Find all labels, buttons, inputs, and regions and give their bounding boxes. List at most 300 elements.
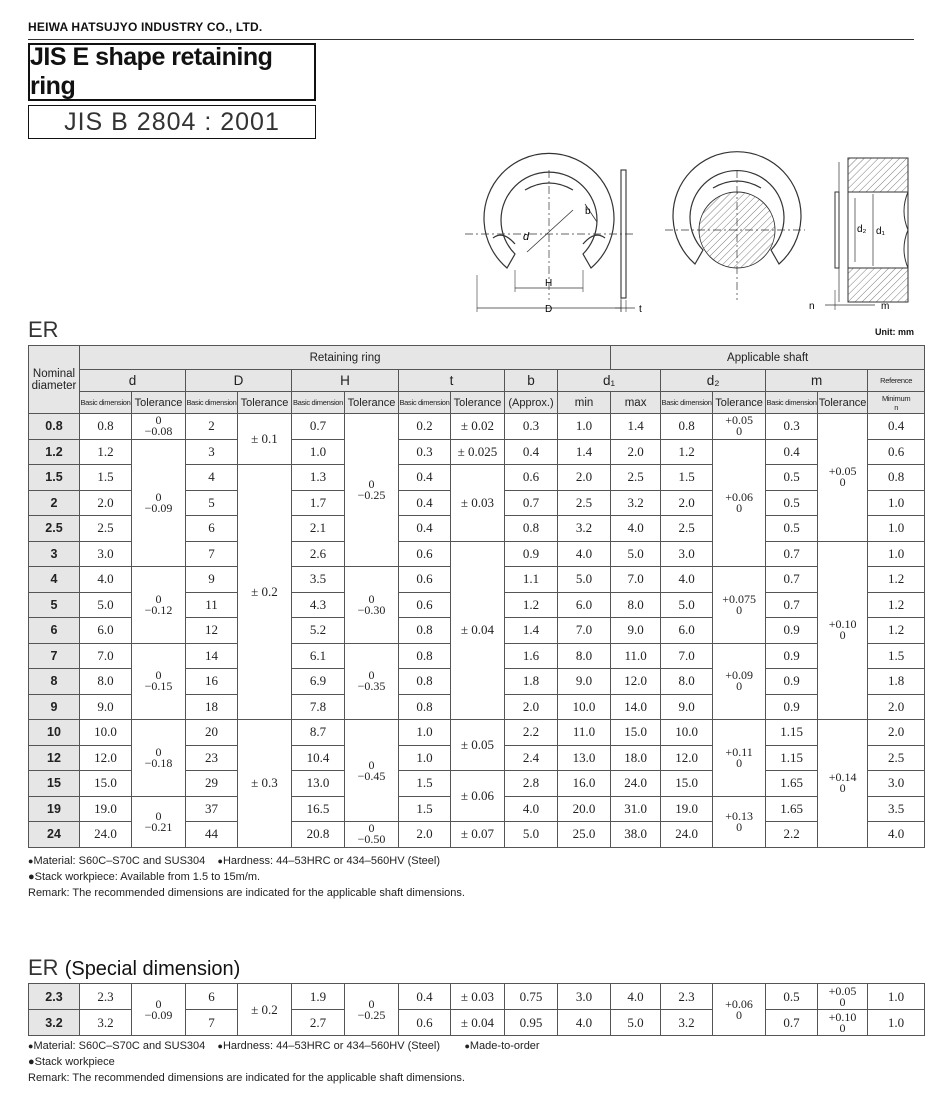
m-tolerance [818,984,868,1010]
tolerance-lower: −0.21 [144,819,173,834]
H-basic: 16.5 [292,796,345,822]
tolerance-stack [358,823,386,845]
m-basic: 2.2 [766,822,818,848]
table-row [29,414,925,440]
header-d2: d₂ [661,370,766,392]
tolerance-lower: 0 [736,1007,742,1022]
D-tolerance: ± 0.2 [238,984,292,1036]
d2-basic: 3.2 [661,1010,713,1036]
m-basic: 0.5 [766,516,818,542]
tolerance-stack [144,489,173,515]
b-approx: 2.4 [505,745,558,771]
m-basic: 0.5 [766,490,818,516]
tolerance-lower: 0 [839,475,846,490]
sp-note-line-1: ●Material: S60C–S70C and SUS304 ●Hardness: 44–53HRC or 434–560HV (Steel) ●Made-to-order [28,1040,540,1052]
t-tolerance: ± 0.05 [451,720,505,771]
H-basic: 1.7 [292,490,345,516]
header-basic-D: Basic dimension [186,392,238,414]
d-tolerance [132,796,186,847]
nominal-diameter: 19 [29,796,80,822]
er-note-line-1: ●Material: S60C–S70C and SUS304 ●Hardness: 44–53HRC or 434–560HV (Steel) [28,855,440,867]
d1-max: 5.0 [611,1010,661,1036]
tolerance-upper: 0 [155,996,162,1011]
header-d1-max: max [611,392,661,414]
d1-max: 7.0 [611,567,661,593]
er-special-title [28,955,240,981]
t-basic: 0.4 [399,984,451,1010]
note-material: Material: S60C–S70C and SUS304 [33,855,206,867]
tolerance-upper: +0.06 [725,489,753,504]
D-basic: 9 [186,567,238,593]
t-basic: 0.4 [399,465,451,491]
t-basic: 0.4 [399,516,451,542]
d-basic: 15.0 [80,771,132,797]
H-basic: 2.6 [292,541,345,567]
t-tolerance: ± 0.03 [451,984,505,1010]
tolerance-stack [145,670,173,692]
b-approx: 0.7 [505,490,558,516]
d-basic: 0.8 [80,414,132,440]
t-basic: 0.6 [399,592,451,618]
H-basic: 8.7 [292,720,345,746]
d2-tolerance [713,439,766,567]
n-minimum: 2.0 [868,720,925,746]
tolerance-lower: 0 [736,602,743,617]
t-tolerance: ± 0.03 [451,465,505,542]
header-basic-H: Basic dimension [292,392,345,414]
m-basic: 0.7 [766,567,818,593]
b-approx: 0.9 [505,541,558,567]
d1-min: 7.0 [558,618,611,644]
d1-max: 14.0 [611,694,661,720]
tolerance-lower: −0.50 [357,832,386,847]
d2-basic: 5.0 [661,592,713,618]
tolerance-stack [828,1009,857,1035]
D-basic: 20 [186,720,238,746]
tolerance-lower: 0 [736,755,743,770]
t-basic: 0.4 [399,490,451,516]
tolerance-lower: 0 [736,679,743,694]
header-b: b [505,370,558,392]
header-m: m [766,370,868,392]
header-nominal: Nominal diameter [29,346,80,414]
D-tolerance: ± 0.2 [238,465,292,720]
b-approx: 1.8 [505,669,558,695]
tolerance-upper: +0.13 [725,808,753,823]
n-minimum: 1.8 [868,669,925,695]
tolerance-upper: 0 [155,413,162,428]
d-basic: 4.0 [80,567,132,593]
D-basic: 5 [186,490,238,516]
title-box [28,43,316,101]
m-basic: 0.9 [766,643,818,669]
tolerance-stack [144,996,173,1022]
sp-note-remark: Remark: The recommended dimensions are indicated for the applicable shaft dimensions. [28,1072,465,1084]
t-tolerance: ± 0.02 [451,414,505,440]
er-notes [28,853,465,901]
m-tolerance [818,414,868,542]
t-tolerance: ± 0.04 [451,541,505,720]
D-tolerance: ± 0.3 [238,720,292,848]
tolerance-stack [144,744,173,770]
d2-tolerance [713,414,766,440]
t-basic: 0.8 [399,694,451,720]
D-basic: 6 [186,516,238,542]
label-d: d [523,231,530,243]
t-basic: 1.5 [399,796,451,822]
t-basic: 0.8 [399,643,451,669]
er-table-body [29,414,925,848]
D-basic: 44 [186,822,238,848]
nominal-diameter: 6 [29,618,80,644]
m-basic: 1.65 [766,771,818,797]
sp-note-stack: Stack workpiece [34,1056,115,1068]
tolerance-upper: 0 [368,996,375,1011]
d2-basic: 10.0 [661,720,713,746]
D-basic: 18 [186,694,238,720]
m-basic: 1.15 [766,745,818,771]
nominal-diameter: 15 [29,771,80,797]
d1-min: 20.0 [558,796,611,822]
nominal-diameter: 3 [29,541,80,567]
d1-min: 16.0 [558,771,611,797]
tolerance-stack [725,415,753,437]
m-basic: 0.9 [766,694,818,720]
d2-tolerance [713,796,766,847]
H-basic: 1.3 [292,465,345,491]
er-special-subtitle: (Special dimension) [64,958,241,980]
m-basic: 0.3 [766,414,818,440]
tolerance-lower: 0 [736,819,743,834]
label-D: D [545,304,553,315]
d1-max: 18.0 [611,745,661,771]
H-basic: 0.7 [292,414,345,440]
b-approx: 2.0 [505,694,558,720]
header-basic-d: Basic dimension [80,392,132,414]
d2-basic: 9.0 [661,694,713,720]
note-remark: Remark: The recommended dimensions are indicated for the applicable shaft dimensions. [28,887,465,899]
n-minimum: 0.4 [868,414,925,440]
m-tolerance [818,541,868,720]
sp-note-hardness: Hardness: 44–53HRC or 434–560HV (Steel) [222,1040,440,1052]
tolerance-lower: 0 [839,1020,846,1035]
d1-min: 11.0 [558,720,611,746]
d1-max: 3.2 [611,490,661,516]
tolerance-upper: +0.05 [725,413,753,428]
D-basic: 16 [186,669,238,695]
tolerance-stack [144,808,173,834]
header-tol-H: Tolerance [345,392,399,414]
D-basic: 37 [186,796,238,822]
d1-min: 1.0 [558,414,611,440]
n-minimum: 3.5 [868,796,925,822]
H-basic: 4.3 [292,592,345,618]
tolerance-upper: 0 [368,668,375,683]
tolerance-upper: 0 [155,489,162,504]
b-approx: 1.2 [505,592,558,618]
nominal-diameter: 2.3 [29,984,80,1010]
nominal-diameter: 2.5 [29,516,80,542]
D-basic: 29 [186,771,238,797]
header-basic-d2: Basic dimension [661,392,713,414]
d-basic: 2.5 [80,516,132,542]
H-basic: 5.2 [292,618,345,644]
unit-label: Unit: mm [875,327,914,337]
d2-basic: 8.0 [661,669,713,695]
tolerance-upper: +0.05 [828,983,857,998]
table-row [29,439,925,465]
n-minimum: 0.6 [868,439,925,465]
d1-min: 4.0 [558,541,611,567]
d-basic: 3.2 [80,1010,132,1036]
header-tol-t: Tolerance [451,392,505,414]
m-basic: 0.5 [766,984,818,1010]
tolerance-stack [358,479,386,501]
header-d1: d₁ [558,370,661,392]
tolerance-stack [725,996,753,1022]
m-basic: 0.9 [766,618,818,644]
D-basic: 2 [186,414,238,440]
n-minimum: 3.0 [868,771,925,797]
d1-max: 15.0 [611,720,661,746]
d1-max: 4.0 [611,516,661,542]
H-tolerance [345,984,399,1036]
d2-basic: 1.5 [661,465,713,491]
tolerance-upper: 0 [155,744,162,759]
tolerance-stack [358,670,386,692]
m-basic: 0.5 [766,465,818,491]
tolerance-stack [357,757,386,783]
d-basic: 8.0 [80,669,132,695]
D-basic: 7 [186,541,238,567]
m-basic: 1.65 [766,796,818,822]
ring-diagram [455,150,915,320]
header-tol-d2: Tolerance [713,392,766,414]
er-special-table-body [29,984,925,1036]
m-basic: 0.9 [766,669,818,695]
label-d1: d₁ [876,226,885,237]
header-basic-t: Basic dimension [399,392,451,414]
d-basic: 1.5 [80,465,132,491]
tolerance-upper: 0 [368,821,375,836]
header-minimum: Minimum [881,393,911,403]
header-D: D [186,370,292,392]
tolerance-lower: −0.09 [144,1007,173,1022]
n-minimum: 1.2 [868,567,925,593]
tolerance-upper: 0 [155,808,162,823]
tolerance-lower: −0.35 [357,679,386,694]
H-basic: 6.1 [292,643,345,669]
d2-tolerance [713,567,766,644]
label-t: t [639,304,642,315]
t-tolerance: ± 0.04 [451,1010,505,1036]
d2-basic: 6.0 [661,618,713,644]
d-basic: 2.3 [80,984,132,1010]
ring-on-shaft-view [665,152,805,300]
nominal-diameter: 0.8 [29,414,80,440]
tolerance-lower: −0.09 [144,500,173,515]
tolerance-lower: 0 [736,424,743,439]
d-basic: 19.0 [80,796,132,822]
tolerance-upper: 0 [155,591,162,606]
d2-basic: 24.0 [661,822,713,848]
D-tolerance: ± 0.1 [238,414,292,465]
tolerance-stack [144,591,173,617]
nominal-diameter: 12 [29,745,80,771]
tolerance-stack [725,670,753,692]
b-approx: 0.4 [505,439,558,465]
header-minimum-n [868,392,925,414]
m-basic: 0.7 [766,1010,818,1036]
label-b: b [585,206,591,217]
d-tolerance [132,643,186,720]
header-tol-d: Tolerance [132,392,186,414]
d1-max: 8.0 [611,592,661,618]
header-n: n [894,402,899,412]
nominal-diameter: 24 [29,822,80,848]
er-special-table [28,983,925,1036]
n-minimum: 1.0 [868,541,925,567]
er-section-title: ER [28,317,59,342]
header-t: t [399,370,505,392]
nominal-diameter: 10 [29,720,80,746]
b-approx: 1.6 [505,643,558,669]
t-basic: 0.2 [399,414,451,440]
tolerance-stack [725,808,753,834]
note-stack: Stack workpiece: Available from 1.5 to 15m/m. [34,871,261,883]
d1-max: 2.5 [611,465,661,491]
d2-basic: 2.5 [661,516,713,542]
tolerance-upper: +0.06 [725,996,753,1011]
tolerance-lower: 0 [839,628,846,643]
b-approx: 0.75 [505,984,558,1010]
m-basic: 0.7 [766,541,818,567]
header-tol-D: Tolerance [238,392,292,414]
table-row [29,984,925,1010]
er-special-title-main: ER [28,955,59,980]
nominal-diameter: 4 [29,567,80,593]
D-basic: 12 [186,618,238,644]
d2-basic: 15.0 [661,771,713,797]
tolerance-stack [357,996,386,1022]
d1-min: 5.0 [558,567,611,593]
t-basic: 1.0 [399,745,451,771]
t-tolerance: ± 0.07 [451,822,505,848]
shaft-section-view [825,158,908,310]
sp-note-material: Material: S60C–S70C and SUS304 [33,1040,206,1052]
d1-max: 31.0 [611,796,661,822]
d2-basic: 2.3 [661,984,713,1010]
d-tolerance [132,414,186,440]
note-hardness: Hardness: 44–53HRC or 434–560HV (Steel) [222,855,440,867]
d2-tolerance [713,720,766,797]
H-basic: 1.9 [292,984,345,1010]
m-basic: 0.4 [766,439,818,465]
D-basic: 23 [186,745,238,771]
d2-basic: 7.0 [661,643,713,669]
H-tolerance [345,414,399,567]
b-approx: 0.95 [505,1010,558,1036]
D-basic: 4 [186,465,238,491]
d1-max: 12.0 [611,669,661,695]
m-basic: 1.15 [766,720,818,746]
D-basic: 11 [186,592,238,618]
company-name: HEIWA HATSUJYO INDUSTRY CO., LTD. [28,20,263,34]
d1-min: 9.0 [558,669,611,695]
t-basic: 0.6 [399,567,451,593]
d1-max: 24.0 [611,771,661,797]
label-d2: d₂ [857,224,867,235]
H-basic: 2.7 [292,1010,345,1036]
b-approx: 2.2 [505,720,558,746]
tolerance-lower: −0.18 [144,755,173,770]
label-m: m [881,301,890,312]
header-retaining-ring: Retaining ring [80,346,611,370]
D-basic: 3 [186,439,238,465]
t-basic: 1.0 [399,720,451,746]
n-minimum: 2.0 [868,694,925,720]
d1-max: 5.0 [611,541,661,567]
tolerance-lower: 0 [736,500,743,515]
d1-max: 9.0 [611,618,661,644]
ring-side-view [615,170,635,312]
sp-note-made: Made-to-order [469,1040,540,1052]
tolerance-upper: +0.075 [722,591,756,606]
nominal-diameter: 1.2 [29,439,80,465]
header-reference: Reference [868,370,925,392]
d1-min: 6.0 [558,592,611,618]
sp-note-line-2: ●Stack workpiece [28,1056,115,1068]
nominal-diameter: 2 [29,490,80,516]
m-tolerance [818,720,868,848]
b-approx: 0.6 [505,465,558,491]
d1-max: 4.0 [611,984,661,1010]
nominal-diameter: 8 [29,669,80,695]
d-basic: 3.0 [80,541,132,567]
tolerance-stack [829,619,857,641]
n-minimum: 1.0 [868,984,925,1010]
t-basic: 0.6 [399,1010,451,1036]
tolerance-upper: 0 [155,668,162,683]
tolerance-stack [828,983,857,1009]
t-basic: 0.8 [399,669,451,695]
tolerance-upper: +0.10 [828,1009,857,1024]
tolerance-lower: −0.15 [144,679,173,694]
d2-tolerance [713,984,766,1036]
tolerance-lower: −0.25 [357,1007,386,1022]
table-row [29,720,925,746]
label-n: n [809,301,815,312]
d-basic: 2.0 [80,490,132,516]
n-minimum: 1.2 [868,618,925,644]
d2-basic: 4.0 [661,567,713,593]
d-basic: 1.2 [80,439,132,465]
m-tolerance [818,1010,868,1036]
d-basic: 6.0 [80,618,132,644]
er-dimension-table [28,345,925,848]
d1-min: 1.4 [558,439,611,465]
H-basic: 6.9 [292,669,345,695]
tolerance-upper: +0.11 [725,744,753,759]
tolerance-lower: −0.25 [357,488,386,502]
standard-number: JIS B 2804 : 2001 [28,105,316,139]
tolerance-stack [725,489,753,515]
header-rule [28,39,914,40]
d-basic: 7.0 [80,643,132,669]
H-tolerance [345,567,399,644]
nominal-diameter: 1.5 [29,465,80,491]
t-tolerance: ± 0.025 [451,439,505,465]
